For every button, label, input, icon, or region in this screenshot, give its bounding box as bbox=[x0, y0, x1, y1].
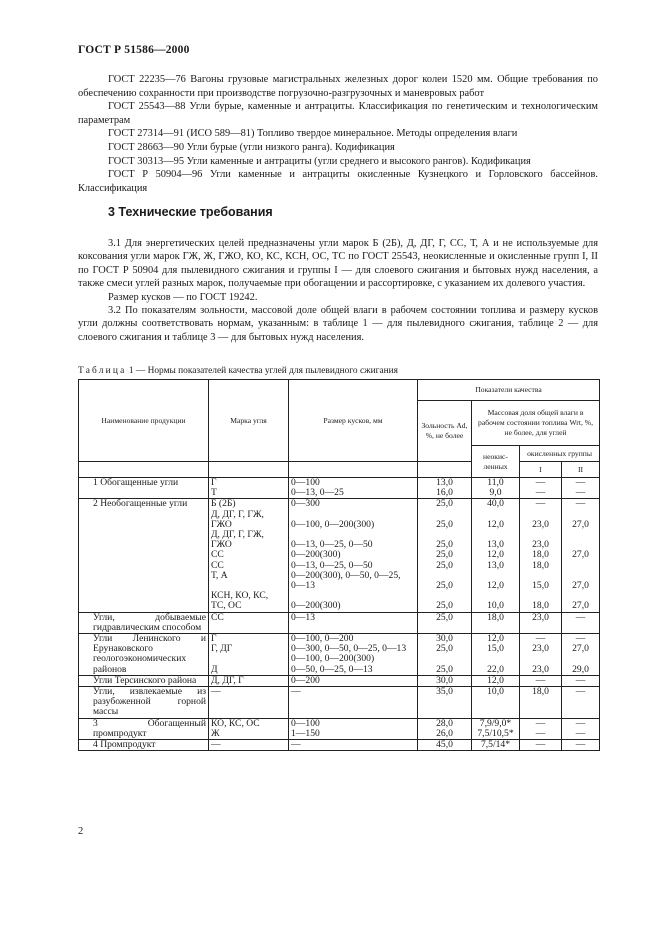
cell-line: Д, ДГ, Г bbox=[211, 674, 244, 686]
table-cell-ash bbox=[418, 499, 472, 612]
cell-line: 7,5/14* bbox=[480, 739, 511, 751]
section-title: 3 Технические требования bbox=[108, 205, 273, 219]
table-cell-nonox bbox=[472, 612, 520, 633]
cell-line: — bbox=[291, 686, 301, 698]
table-cell-g2 bbox=[562, 740, 600, 751]
header-product: Наименование продукции bbox=[79, 380, 209, 462]
table-cell-name bbox=[79, 499, 209, 612]
cell-line: СС bbox=[211, 549, 224, 561]
cell-line: 26,0 bbox=[436, 727, 453, 739]
header-ash: Зольность Ad, %, не более bbox=[418, 401, 472, 462]
table-row bbox=[79, 687, 600, 719]
cell-line: — bbox=[535, 633, 546, 645]
cell-line bbox=[564, 561, 597, 571]
cell-line: Т bbox=[211, 487, 217, 499]
cell-text: Угли Ленинского и Ерунаковского геологоэкономических районов bbox=[93, 633, 206, 675]
table-cell-g1 bbox=[520, 634, 562, 676]
header-empty bbox=[209, 462, 289, 478]
reference-item: ГОСТ 25543—88 Угли бурые, каменные и антрациты. Классификация по генетическим и технологическим параметрам bbox=[78, 101, 598, 126]
header-empty bbox=[289, 462, 418, 478]
header-group-1: I bbox=[520, 462, 562, 478]
table-cell-name bbox=[79, 687, 209, 719]
table-cell-name bbox=[79, 718, 209, 739]
table-cell-ash bbox=[418, 612, 472, 633]
cell-line: 0—100 bbox=[291, 717, 320, 729]
cell-text: 1 Обогащенные угли bbox=[93, 477, 179, 488]
cell-text: Угли, добываемые гидравлическим способом bbox=[93, 611, 206, 633]
cell-line: ГЖО bbox=[211, 518, 232, 530]
cell-line: — bbox=[535, 739, 546, 751]
cell-line: 0—50, 0—25, 0—13 bbox=[291, 663, 373, 675]
cell-line: — bbox=[575, 498, 586, 510]
table-body bbox=[79, 478, 600, 751]
cell-line: 12,0 bbox=[487, 549, 504, 561]
cell-line: 0—13 bbox=[291, 580, 315, 592]
cell-line: КСН, КО, КС, bbox=[211, 590, 269, 602]
cell-line: Д, ДГ, Г, ГЖ, bbox=[211, 508, 264, 520]
reference-item: ГОСТ Р 50904—96 Угли каменные и антрациты окисленные Кузнецкого и Горловского бассейнов. Классификация bbox=[78, 169, 598, 194]
cell-line: 0—300 bbox=[291, 498, 320, 510]
cell-line: 27,0 bbox=[572, 518, 589, 530]
cell-line: 16,0 bbox=[436, 487, 453, 499]
table-caption bbox=[78, 366, 398, 376]
cell-line: 25,0 bbox=[436, 559, 453, 571]
table-cell-nonox bbox=[472, 634, 520, 676]
cell-line: 0—200(300), 0—50, 0—25, bbox=[291, 569, 401, 581]
cell-line: — bbox=[535, 477, 546, 488]
cell-line: — bbox=[211, 686, 221, 698]
table-cell-g1 bbox=[520, 612, 562, 633]
cell-line: 35,0 bbox=[436, 686, 453, 698]
cell-line: 10,0 bbox=[487, 600, 504, 612]
cell-line: 12,0 bbox=[487, 674, 504, 686]
cell-line: ТС, ОС bbox=[211, 600, 242, 612]
cell-line: 15,0 bbox=[487, 643, 504, 655]
cell-line: 10,0 bbox=[487, 686, 504, 698]
paragraph: 3.2 По показателям зольности, массовой доле общей влаги в рабочем состоянии топлива и размеру кусков угли должны соответствовать нормам, указанным: в таблице 1 — для пылевидного сжигания, таблице 2 — для слоевого сжигания и таблице 3 — для бытовых нужд населения. bbox=[78, 305, 598, 343]
table-cell-grade bbox=[209, 718, 289, 739]
section-body bbox=[78, 237, 598, 344]
cell-line: 15,0 bbox=[532, 580, 549, 592]
header-empty bbox=[418, 462, 472, 478]
table-cell-nonox bbox=[472, 478, 520, 499]
table-caption-label: Таблица bbox=[78, 366, 127, 376]
table-cell-g2 bbox=[562, 687, 600, 719]
table-cell-g1 bbox=[520, 675, 562, 686]
table-cell-name bbox=[79, 740, 209, 751]
table-cell-size bbox=[289, 499, 418, 612]
cell-line: 0—13 bbox=[291, 611, 315, 623]
cell-line: 0—13, 0—25 bbox=[291, 487, 344, 499]
reference-item: ГОСТ 22235—76 Вагоны грузовые магистральных железных дорог колеи 1520 мм. Общие требования по обеспечению сохранности при производстве погрузочно-разгрузочных и маневровых работ bbox=[78, 74, 598, 99]
cell-line: 0—100, 0—200(300) bbox=[291, 653, 375, 665]
table-cell-nonox bbox=[472, 740, 520, 751]
cell-line: — bbox=[535, 717, 546, 729]
cell-line: 18,0 bbox=[532, 549, 549, 561]
cell-line: 18,0 bbox=[532, 559, 549, 571]
table-cell-name bbox=[79, 612, 209, 633]
cell-line: 23,0 bbox=[532, 611, 549, 623]
cell-line: 22,0 bbox=[487, 663, 504, 675]
table-cell-size bbox=[289, 675, 418, 686]
cell-line: 18,0 bbox=[532, 686, 549, 698]
table-cell-ash bbox=[418, 478, 472, 499]
cell-line: 27,0 bbox=[572, 600, 589, 612]
cell-line: 7,9/9,0* bbox=[479, 717, 512, 729]
table-cell-grade bbox=[209, 634, 289, 676]
cell-line: 0—200(300) bbox=[291, 549, 341, 561]
table-cell-nonox bbox=[472, 675, 520, 686]
table-cell-size bbox=[289, 612, 418, 633]
reference-item: ГОСТ 28663—90 Угли бурые (угли низкого ранга). Кодификация bbox=[108, 141, 395, 153]
cell-line: 27,0 bbox=[572, 549, 589, 561]
cell-line: 23,0 bbox=[532, 539, 549, 551]
table-cell-name bbox=[79, 634, 209, 676]
cell-line: 18,0 bbox=[532, 600, 549, 612]
table-cell-nonox bbox=[472, 687, 520, 719]
table-cell-g2 bbox=[562, 718, 600, 739]
table-cell-name bbox=[79, 675, 209, 686]
table-cell-size bbox=[289, 478, 418, 499]
cell-line: — bbox=[535, 498, 546, 510]
cell-text: Угли, извлекаемые из разубоженной горной массы bbox=[93, 686, 206, 718]
cell-line: 30,0 bbox=[436, 674, 453, 686]
cell-line: Г, ДГ bbox=[211, 643, 233, 655]
cell-line: 0—200(300) bbox=[291, 600, 341, 612]
table-cell-grade bbox=[209, 740, 289, 751]
table-row bbox=[79, 718, 600, 739]
table-row bbox=[79, 612, 600, 633]
table-cell-grade bbox=[209, 675, 289, 686]
cell-line: ГЖО bbox=[211, 539, 232, 551]
cell-line: 27,0 bbox=[572, 580, 589, 592]
header-grade: Марка угля bbox=[209, 380, 289, 462]
cell-text: 4 Промпродукт bbox=[93, 739, 156, 751]
table-cell-size bbox=[289, 634, 418, 676]
cell-line: 30,0 bbox=[436, 633, 453, 645]
table-cell-nonox bbox=[472, 499, 520, 612]
cell-line: Т, А bbox=[211, 569, 228, 581]
cell-line: 11,0 bbox=[487, 477, 504, 488]
reference-item: ГОСТ 30313—95 Угли каменные и антрациты (угли среднего и высокого рангов). Кодификация bbox=[108, 155, 531, 167]
cell-line: 9,0 bbox=[489, 487, 502, 499]
cell-line: 25,0 bbox=[436, 498, 453, 510]
cell-line: 12,0 bbox=[487, 633, 504, 645]
cell-line: СС bbox=[211, 611, 224, 623]
header-oxidized: окисленных группы bbox=[520, 446, 600, 462]
quality-table bbox=[78, 379, 600, 751]
table-cell-ash bbox=[418, 687, 472, 719]
cell-line: 25,0 bbox=[436, 518, 453, 530]
cell-line: 23,0 bbox=[532, 643, 549, 655]
cell-line: 0—13, 0—25, 0—50 bbox=[291, 539, 373, 551]
table-cell-g1 bbox=[520, 687, 562, 719]
cell-line: 25,0 bbox=[436, 580, 453, 592]
table-cell-ash bbox=[418, 675, 472, 686]
cell-line: Д bbox=[211, 663, 218, 675]
table-cell-ash bbox=[418, 740, 472, 751]
cell-line: 0—13, 0—25, 0—50 bbox=[291, 559, 373, 571]
cell-line: 40,0 bbox=[487, 498, 504, 510]
header-size: Размер кусков, мм bbox=[289, 380, 418, 462]
cell-line: 23,0 bbox=[532, 518, 549, 530]
table-cell-grade bbox=[209, 612, 289, 633]
cell-line: 23,0 bbox=[532, 663, 549, 675]
table-cell-g1 bbox=[520, 499, 562, 612]
header-group-2: II bbox=[562, 462, 600, 478]
cell-line: Г bbox=[211, 477, 217, 488]
cell-line: 28,0 bbox=[436, 717, 453, 729]
table-cell-g2 bbox=[562, 499, 600, 612]
reference-list bbox=[78, 73, 598, 195]
cell-line: — bbox=[291, 739, 301, 751]
header-moisture: Массовая доля общей влаги в рабочем состоянии топлива Wrt, %, не более, для углей bbox=[472, 401, 600, 446]
table-row bbox=[79, 478, 600, 499]
cell-line: 25,0 bbox=[436, 643, 453, 655]
cell-line: 0—100 bbox=[291, 477, 320, 488]
table-cell-g2 bbox=[562, 634, 600, 676]
cell-line: Ж bbox=[211, 727, 220, 739]
cell-line: 7,5/10,5* bbox=[477, 727, 514, 739]
cell-line: КО, КС, ОС bbox=[211, 717, 260, 729]
cell-line bbox=[211, 654, 286, 664]
cell-line: 13,0 bbox=[487, 539, 504, 551]
cell-line: 25,0 bbox=[436, 549, 453, 561]
cell-line: — bbox=[575, 674, 586, 686]
cell-line: СС bbox=[211, 559, 224, 571]
cell-line bbox=[564, 530, 597, 540]
cell-line: 25,0 bbox=[436, 663, 453, 675]
header-empty bbox=[79, 462, 209, 478]
cell-line: Б (2Б) bbox=[211, 498, 236, 510]
page-number: 2 bbox=[78, 826, 84, 837]
table-cell-name bbox=[79, 478, 209, 499]
cell-line: — bbox=[535, 674, 546, 686]
table-cell-nonox bbox=[472, 718, 520, 739]
table-row bbox=[79, 740, 600, 751]
cell-line: 0—100, 0—200 bbox=[291, 633, 354, 645]
paragraph: 3.1 Для энергетических целей предназначены угли марок Б (2Б), Д, ДГ, Г, СС, Т, А и не используемые для коксования угли марок ГЖ, Ж, ГЖО, КО, КС, КСН, ОС, ТС по ГОСТ 25543, неокисленные и окисленные групп I, II по ГОСТ Р 50904 для пылевидного сжигания и группы I — для слоевого сжигания и бытовых нужд населения, а также смеси углей разных марок, получаемые при обогащении и рассортировке, с указанием их долевого участия. bbox=[78, 238, 598, 290]
cell-line: 1—150 bbox=[291, 727, 320, 739]
table-row bbox=[79, 675, 600, 686]
table-cell-g1 bbox=[520, 740, 562, 751]
table-cell-g1 bbox=[520, 718, 562, 739]
table-cell-grade bbox=[209, 499, 289, 612]
cell-text: 2 Необогащенные угли bbox=[93, 498, 188, 510]
cell-line: 25,0 bbox=[436, 611, 453, 623]
table-cell-size bbox=[289, 687, 418, 719]
cell-line: — bbox=[575, 611, 586, 623]
cell-line: 13,0 bbox=[487, 559, 504, 571]
cell-line: 18,0 bbox=[487, 611, 504, 623]
cell-line: — bbox=[211, 739, 221, 751]
table-cell-g2 bbox=[562, 612, 600, 633]
table-cell-grade bbox=[209, 478, 289, 499]
cell-text: Угли Терсинского района bbox=[93, 674, 197, 686]
cell-line: — bbox=[575, 739, 586, 751]
cell-line: — bbox=[575, 487, 586, 499]
cell-line: 25,0 bbox=[436, 539, 453, 551]
cell-line: 13,0 bbox=[436, 477, 453, 488]
cell-line: 0—300, 0—50, 0—25, 0—13 bbox=[291, 643, 407, 655]
reference-item: ГОСТ 27314—91 (ИСО 589—81) Топливо твердое минеральное. Методы определения влаги bbox=[108, 128, 518, 140]
header-quality: Показатели качества bbox=[418, 380, 600, 401]
cell-line: Г bbox=[211, 633, 217, 645]
table-row bbox=[79, 499, 600, 612]
header-nonoxidized: неокис-ленных bbox=[472, 446, 520, 478]
table-row bbox=[79, 634, 600, 676]
cell-line: 12,0 bbox=[487, 580, 504, 592]
table-cell-size bbox=[289, 740, 418, 751]
cell-line: — bbox=[535, 727, 546, 739]
cell-line: — bbox=[575, 717, 586, 729]
cell-line: — bbox=[575, 633, 586, 645]
table-cell-grade bbox=[209, 687, 289, 719]
table-cell-g1 bbox=[520, 478, 562, 499]
table-cell-g2 bbox=[562, 478, 600, 499]
page-header: ГОСТ Р 51586—2000 bbox=[78, 44, 190, 56]
cell-line: 0—100, 0—200(300) bbox=[291, 518, 375, 530]
paragraph: Размер кусков — по ГОСТ 19242. bbox=[108, 291, 258, 303]
table-cell-ash bbox=[418, 718, 472, 739]
cell-line: — bbox=[575, 477, 586, 488]
table-cell-size bbox=[289, 718, 418, 739]
cell-line: 29,0 bbox=[572, 663, 589, 675]
cell-line: — bbox=[535, 487, 546, 499]
cell-text: 3 Обогащенный промпродукт bbox=[93, 717, 206, 739]
cell-line: 12,0 bbox=[487, 518, 504, 530]
cell-line: Д, ДГ, Г, ГЖ, bbox=[211, 529, 264, 541]
cell-line: 27,0 bbox=[572, 643, 589, 655]
cell-line: 25,0 bbox=[436, 600, 453, 612]
cell-line: — bbox=[575, 686, 586, 698]
cell-line: 0—200 bbox=[291, 674, 320, 686]
table-cell-ash bbox=[418, 634, 472, 676]
cell-line: — bbox=[575, 727, 586, 739]
cell-line: 45,0 bbox=[436, 739, 453, 751]
table-cell-g2 bbox=[562, 675, 600, 686]
table-caption-text: 1 — Нормы показателей качества углей для пылевидного сжигания bbox=[128, 366, 398, 376]
